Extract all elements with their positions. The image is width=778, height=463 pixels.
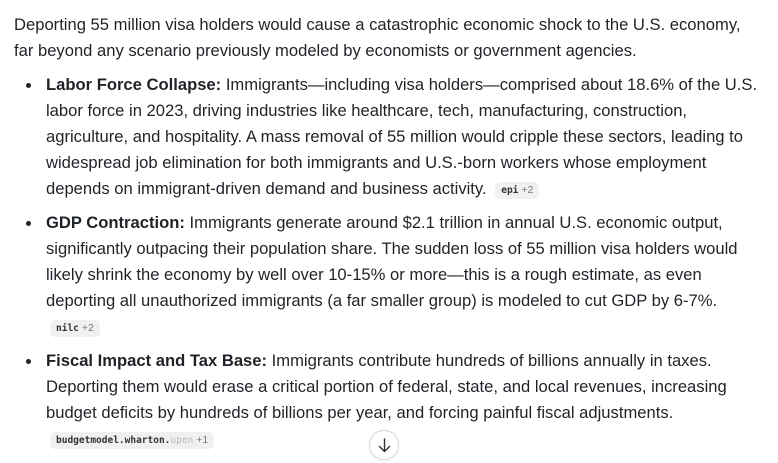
bullet-text: Immigrants generate around $2.1 trillion in annual U.S. economic output, significantly outpacing their population share. The sudden loss of 55 million visa holders would likely shrink the economy by well over 10-15% or more—this is a rough estimate, as even deporting all unauthorized immigrants (a far smaller group) is modeled to cut GDP by 6-7%. — [46, 213, 738, 310]
citation-more-count: +2 — [521, 184, 534, 196]
citation-badge[interactable] — [50, 432, 214, 449]
bullet-text: Immigrants contribute hundreds of billions annually in taxes. Deporting them would erase a critical portion of federal, state, and local revenues, increasing budget deficits by hundreds of billions per year, and forcing painful fiscal adjustments. — [46, 351, 727, 422]
message-content — [14, 12, 764, 460]
bullet-dot — [26, 83, 31, 88]
list-item-gdp — [14, 210, 764, 340]
citation-source: epi — [501, 185, 519, 196]
citation-badge[interactable] — [495, 182, 539, 199]
bullet-text: Immigrants—including visa holders—comprised about 18.6% of the U.S. labor force in 2023, driving industries like healthcare, tech, manufacturing, construction, agriculture, and hospitality. A mass removal of 55 million would cripple these sectors, leading to widespread job elimination for both immigrants and U.S.-born workers whose employment depends on immigrant-driven demand and business activity. — [46, 75, 758, 198]
arrow-down-icon — [378, 438, 391, 453]
bullet-dot — [26, 221, 31, 226]
bullet-term: GDP Contraction: — [46, 213, 185, 232]
citation-badge[interactable] — [50, 320, 100, 337]
scroll-to-bottom-button[interactable] — [369, 430, 399, 460]
list-item-labor-force — [14, 72, 764, 202]
citation-source: budgetmodel.wharton. — [56, 435, 171, 446]
citation-source: nilc — [56, 323, 79, 334]
citation-source-fade: upen — [170, 435, 194, 446]
bullet-term: Fiscal Impact and Tax Base: — [46, 351, 268, 370]
citation-more-count: +1 — [196, 434, 209, 446]
bullet-list — [14, 72, 764, 452]
citation-more-count: +2 — [81, 322, 94, 334]
bullet-dot — [26, 359, 31, 364]
intro-paragraph: Deporting 55 million visa holders would cause a catastrophic economic shock to the U.S. economy, far beyond any scenario previously modeled by economists or government agencies. — [14, 15, 741, 60]
bullet-term: Labor Force Collapse: — [46, 75, 222, 94]
